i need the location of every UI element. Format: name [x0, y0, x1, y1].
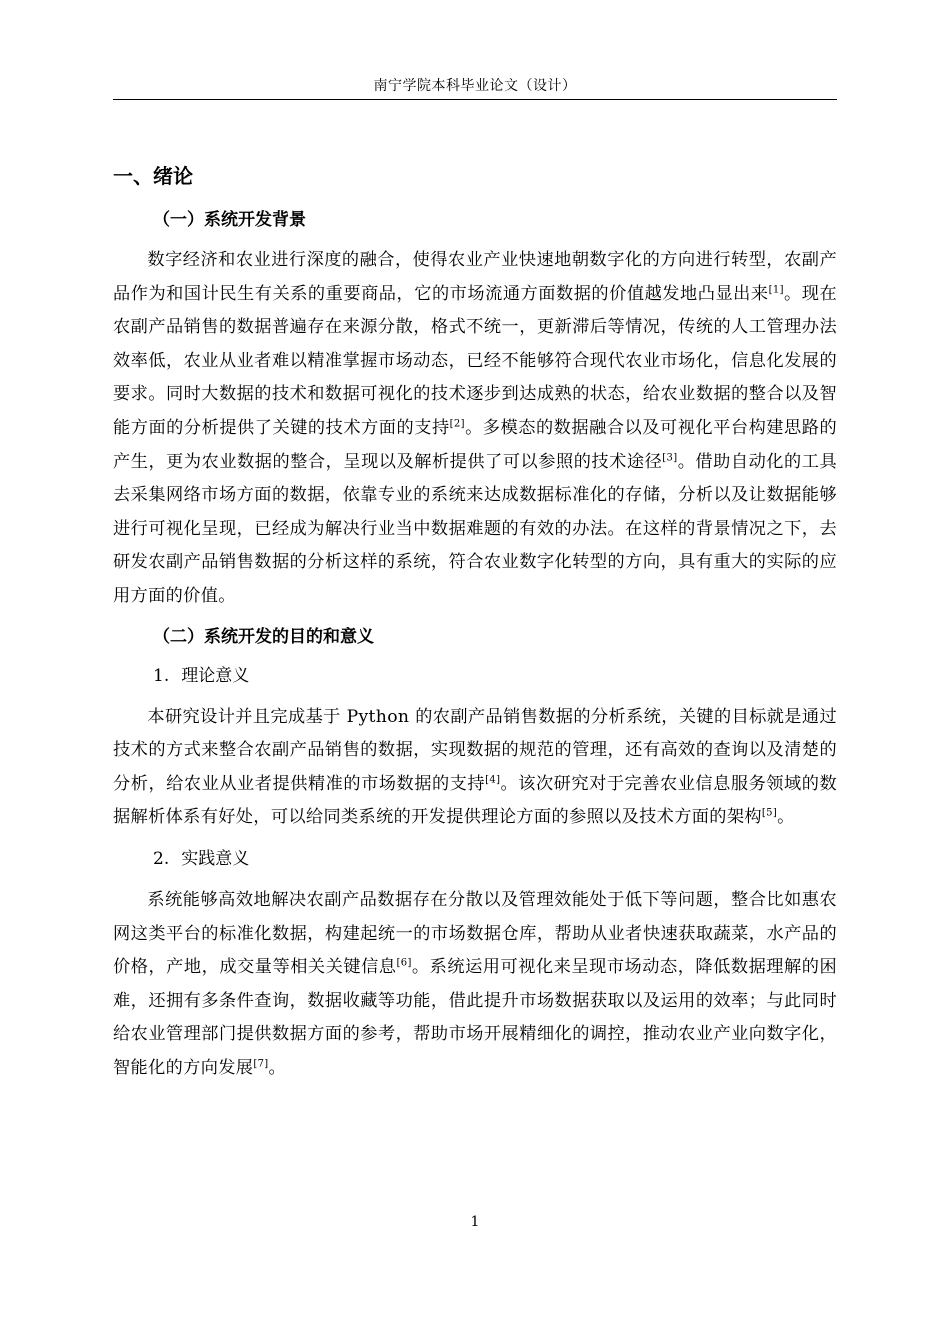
section-heading: 一、绪论	[113, 164, 193, 188]
list-number: 1.	[153, 665, 170, 686]
paragraph-text: 。借助自动化的工具去采集网络市场方面的数据，依靠专业的系统来达成数据标准化的存储，分析以及让数据能够进行可视化呈现，已经成为解决行业当中数据难题的有效的办法。在这样的背景情况之下，去研发农副产品销售数据的分析这样的系统，符合农业数字化转型的方向，具有重大的实际的应用方面的价值。	[113, 451, 837, 606]
paragraph-text: 。	[268, 1057, 287, 1078]
paragraph-text: 。现在农副产品销售的数据普遍存在来源分散，格式不统一，更新滞后等情况，传统的人工管理办法效率低，农业从业者难以精准掌握市场动态，已经不能够符合现代农业市场化，信息化发展的要求。同时大数据的技术和数据可视化的技术逐步到达成熟的状态，给农业数据的整合以及智能方面的分析提供了关键的技术方面的支持	[113, 283, 838, 438]
page-number: 1	[470, 1214, 480, 1230]
list-heading-theory	[113, 661, 837, 691]
list-label: 实践意义	[181, 848, 250, 869]
list-label: 理论意义	[181, 665, 250, 686]
citation-ref: [1]	[768, 283, 784, 295]
running-header: 南宁学院本科毕业论文（设计）	[373, 78, 577, 94]
list-number: 2.	[153, 848, 170, 869]
citation-ref: [2]	[449, 418, 465, 430]
citation-ref: [4]	[485, 773, 501, 785]
paragraph-text: 。系统运用可视化来呈现市场动态，降低数据理解的困难，还拥有多条件查询，数据收藏等功能，借此提升市场数据获取以及运用的效率；与此同时给农业管理部门提供数据方面的参考，帮助市场开展精细化的调控，推动农业产业向数字化，智能化的方向发展	[113, 957, 837, 1078]
paragraph-text: 本研究设计并且完成基于 Python 的农副产品销售数据的分析系统，关键的目标就是通过技术的方式来整合农副产品销售的数据，实现数据的规范的管理，还有高效的查询以及清楚的分析，给农业从业者提供精准的市场数据的支持	[113, 706, 837, 794]
list-heading-practice	[113, 844, 837, 874]
citation-ref: [5]	[761, 807, 778, 819]
paragraph-practice	[113, 884, 837, 1086]
paragraph-text: 。	[777, 807, 795, 828]
paragraph-theory	[113, 701, 837, 835]
citation-ref: [3]	[662, 451, 678, 463]
subsection-heading-background: （一）系统开发背景	[153, 210, 306, 230]
paragraph-text: 数字经济和农业进行深度的融合，使得农业产业快速地朝数字化的方向进行转型，农副产品作为和国计民生有关系的重要商品，它的市场流通方面数据的价值越发地凸显出来	[113, 250, 837, 304]
paragraph-background	[113, 244, 837, 614]
paragraph-text: 。该次研究对于完善农业信息服务领域的数据解析体系有好处，可以给同类系统的开发提供理论方面的参照以及技术方面的架构	[113, 773, 837, 828]
citation-ref: [7]	[253, 1058, 269, 1070]
header-rule	[113, 99, 837, 100]
paragraph-text: 。多模态的数据融合以及可视化平台构建思路的产生，更为农业数据的整合，呈现以及解析提供了可以参照的技术途径	[113, 417, 837, 472]
citation-ref: [6]	[396, 957, 412, 969]
subsection-heading-purpose: （二）系统开发的目的和意义	[153, 626, 374, 647]
page-content	[113, 160, 837, 1094]
paragraph-text: 系统能够高效地解决农副产品数据存在分散以及管理效能处于低下等问题，整合比如惠农网这类平台的标准化数据，构建起统一的市场数据仓库，帮助从业者快速获取蔬菜，水产品的价格，产地，成交量等相关关键信息	[113, 889, 837, 978]
